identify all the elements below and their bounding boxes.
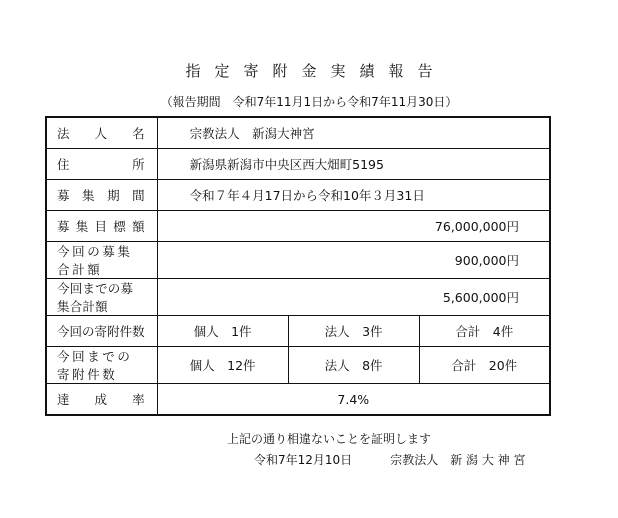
- label-char: 法: [57, 126, 70, 141]
- label-corporation-name: [46, 117, 157, 149]
- label-char: 附: [107, 324, 120, 339]
- value-target-amount: 76,000,000円: [157, 211, 550, 242]
- label-char: 目: [94, 219, 108, 234]
- label-char: 額: [132, 219, 145, 234]
- row-corporation-name: [46, 117, 550, 149]
- row-cumulative-count: [46, 347, 550, 384]
- label-char: 募: [57, 219, 70, 234]
- label-recruitment-period: [46, 180, 157, 211]
- label-target-amount: [46, 211, 157, 242]
- value-this-count-total: 合計 4件: [419, 316, 550, 347]
- label-char: 所: [132, 157, 145, 172]
- label-text: 今回の募集合計額: [57, 244, 133, 277]
- label-char: 今: [57, 324, 70, 339]
- value-cumulative-count-total: 合計 20件: [419, 347, 550, 384]
- value-cumulative-count-individual: 個人 12件: [157, 347, 288, 384]
- label-text: 今回までの寄附件数: [57, 349, 133, 382]
- value-this-count-corporate: 法人 3件: [288, 316, 419, 347]
- label-char: 回: [69, 324, 83, 339]
- label-achievement-rate: [46, 384, 157, 416]
- value-address: 新潟県新潟市中央区西大畑町5195: [157, 149, 550, 180]
- report-table: [45, 116, 551, 416]
- label-this-total: [46, 242, 157, 279]
- label-char: 率: [132, 392, 145, 407]
- label-text: 今回までの募集合計額: [57, 281, 134, 314]
- row-this-count: [46, 316, 550, 347]
- report-title: 指定寄附金実績報告: [185, 62, 447, 80]
- value-cumulative-count-corporate: 法人 8件: [288, 347, 419, 384]
- label-char: 名: [132, 126, 145, 141]
- label-char: 標: [113, 219, 126, 234]
- label-address: [46, 149, 157, 180]
- label-char: 集: [75, 219, 89, 234]
- label-char: の: [82, 324, 95, 339]
- label-this-count: [46, 316, 157, 347]
- row-address: [46, 149, 550, 180]
- value-cumulative-total: 5,600,000円: [157, 279, 550, 316]
- report-period: （報告期間 令和7年11月1日から令和7年11月30日）: [160, 95, 458, 109]
- row-this-total: [46, 242, 550, 279]
- label-char: 期: [107, 188, 120, 203]
- certification-line: [254, 451, 525, 468]
- label-char: 成: [94, 392, 108, 407]
- label-cumulative-count: [46, 347, 157, 384]
- label-char: 人: [94, 126, 108, 141]
- label-char: 数: [132, 324, 145, 339]
- row-achievement-rate: [46, 384, 550, 416]
- label-char: 間: [132, 188, 145, 203]
- value-this-count-individual: 個人 1件: [157, 316, 288, 347]
- value-this-total: 900,000円: [157, 242, 550, 279]
- row-cumulative-total: [46, 279, 550, 316]
- label-char: 集: [82, 188, 95, 203]
- label-char: 寄: [94, 324, 108, 339]
- certification-signer: 宗教法人 新 潟 大 神 宮: [390, 453, 526, 467]
- row-recruitment-period: [46, 180, 550, 211]
- value-corporation-name: 宗教法人 新潟大神宮: [157, 117, 550, 149]
- label-char: 達: [57, 392, 70, 407]
- label-cumulative-total: [46, 279, 157, 316]
- row-target-amount: [46, 211, 550, 242]
- label-char: 募: [57, 188, 70, 203]
- certification-date: 令和7年12月10日: [254, 453, 353, 467]
- value-recruitment-period: 令和７年４月17日から令和10年３月31日: [157, 180, 550, 211]
- label-char: 住: [57, 157, 70, 172]
- certification-statement: 上記の通り相違ないことを証明します: [227, 432, 432, 446]
- label-char: 件: [119, 324, 133, 339]
- value-achievement-rate: 7.4%: [157, 384, 550, 416]
